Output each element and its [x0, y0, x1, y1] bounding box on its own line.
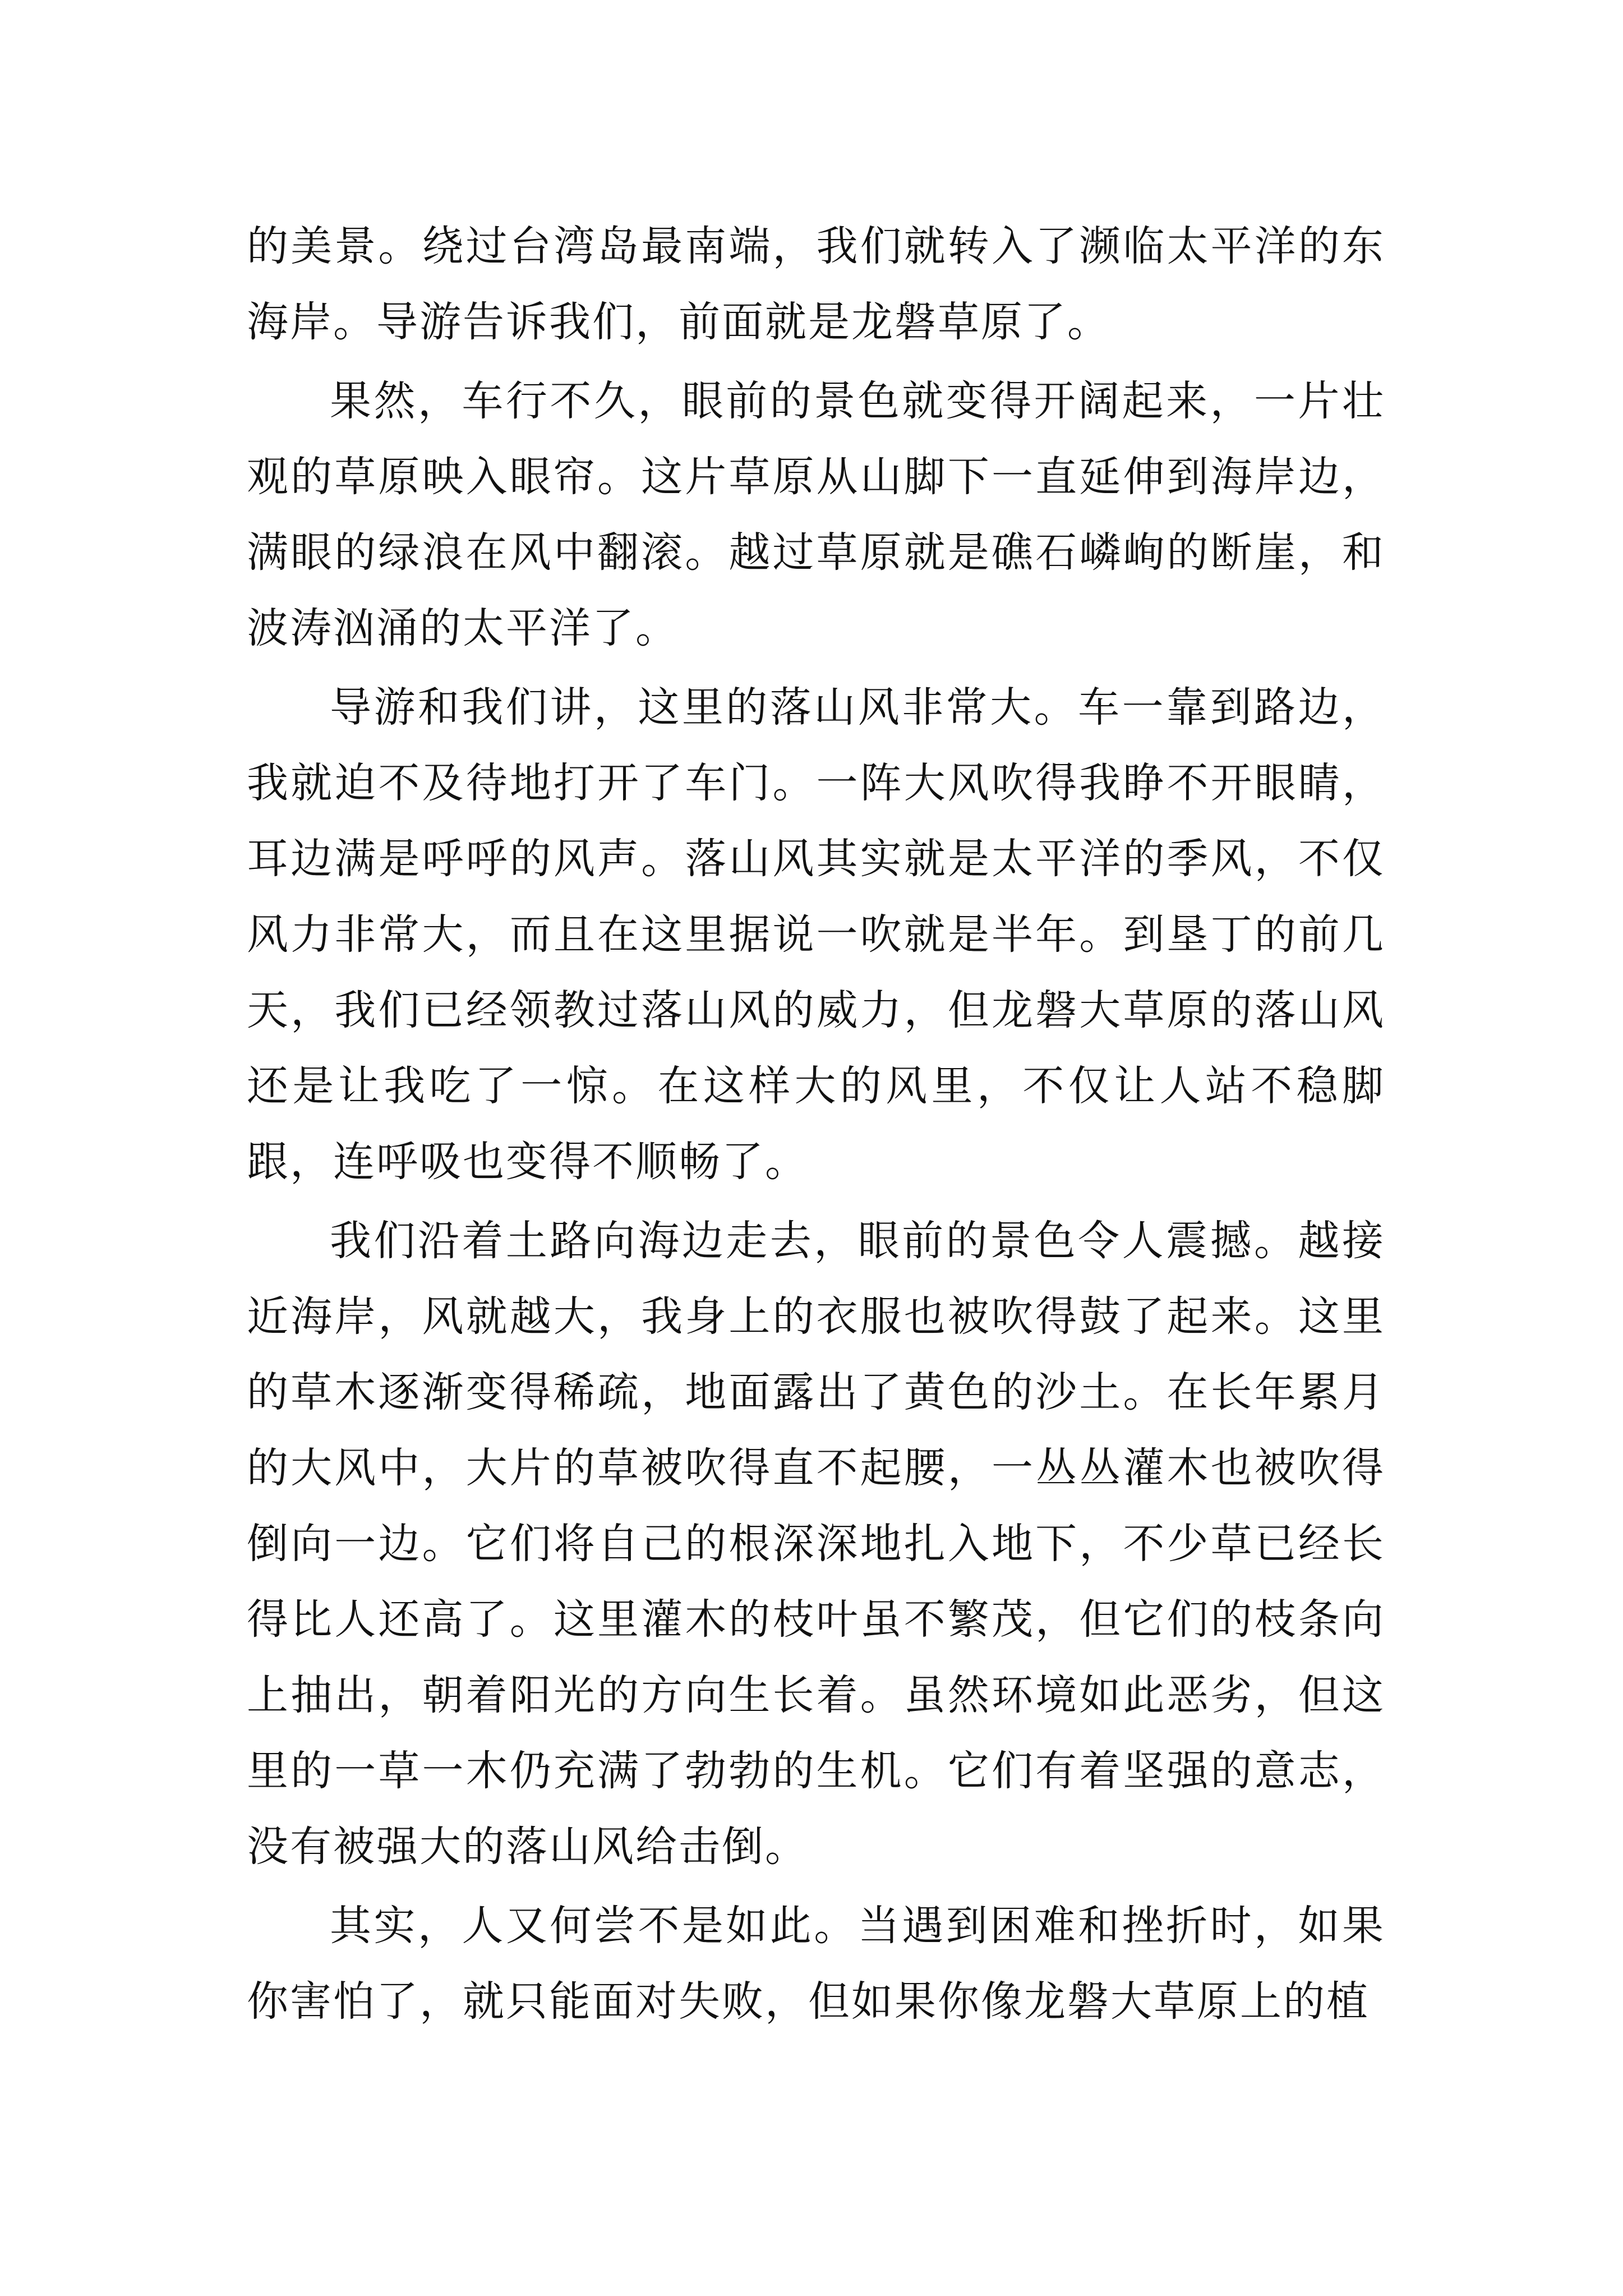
paragraph-5: 其实，人又何尝不是如此。当遇到困难和挫折时，如果你害怕了，就只能面对失败，但如果你像龙磐大草原上的植 — [247, 1902, 1385, 2026]
document-body — [247, 209, 1385, 2040]
paragraph-3: 导游和我们讲，这里的落山风非常大。车一靠到路边，我就迫不及待地打开了车门。一阵大风吹得我睁不开眼睛，耳边满是呼呼的风声。落山风其实就是太平洋的季风，不仅风力非常大，而且在这里据说一吹就是半年。到垦丁的前几天，我们已经领教过落山风的威力，但龙磐大草原的落山风还是让我吃了一惊。在这样大的风里，不仅让人站不稳脚跟，连呼吸也变得不顺畅了。 — [247, 683, 1385, 1186]
paragraph-4: 我们沿着土路向海边走去，眼前的景色令人震撼。越接近海岸，风就越大，我身上的衣服也被吹得鼓了起来。这里的草木逐渐变得稀疏，地面露出了黄色的沙土。在长年累月的大风中，大片的草被吹得直不起腰，一丛丛灌木也被吹得倒向一边。它们将自己的根深深地扎入地下，不少草已经长得比人还高了。这里灌木的枝叶虽不繁茂，但它们的枝条向上抽出，朝着阳光的方向生长着。虽然环境如此恶劣，但这里的一草一木仍充满了勃勃的生机。它们有着坚强的意志，没有被强大的落山风给击倒。 — [247, 1217, 1385, 1871]
paragraph-2: 果然，车行不久，眼前的景色就变得开阔起来，一片壮观的草原映入眼帘。这片草原从山脚下一直延伸到海岸边，满眼的绿浪在风中翻滚。越过草原就是礁石嶙峋的断崖，和波涛汹涌的太平洋了。 — [247, 377, 1385, 652]
paragraph-1: 的美景。绕过台湾岛最南端，我们就转入了濒临太平洋的东海岸。导游告诉我们，前面就是龙磐草原了。 — [247, 222, 1385, 346]
